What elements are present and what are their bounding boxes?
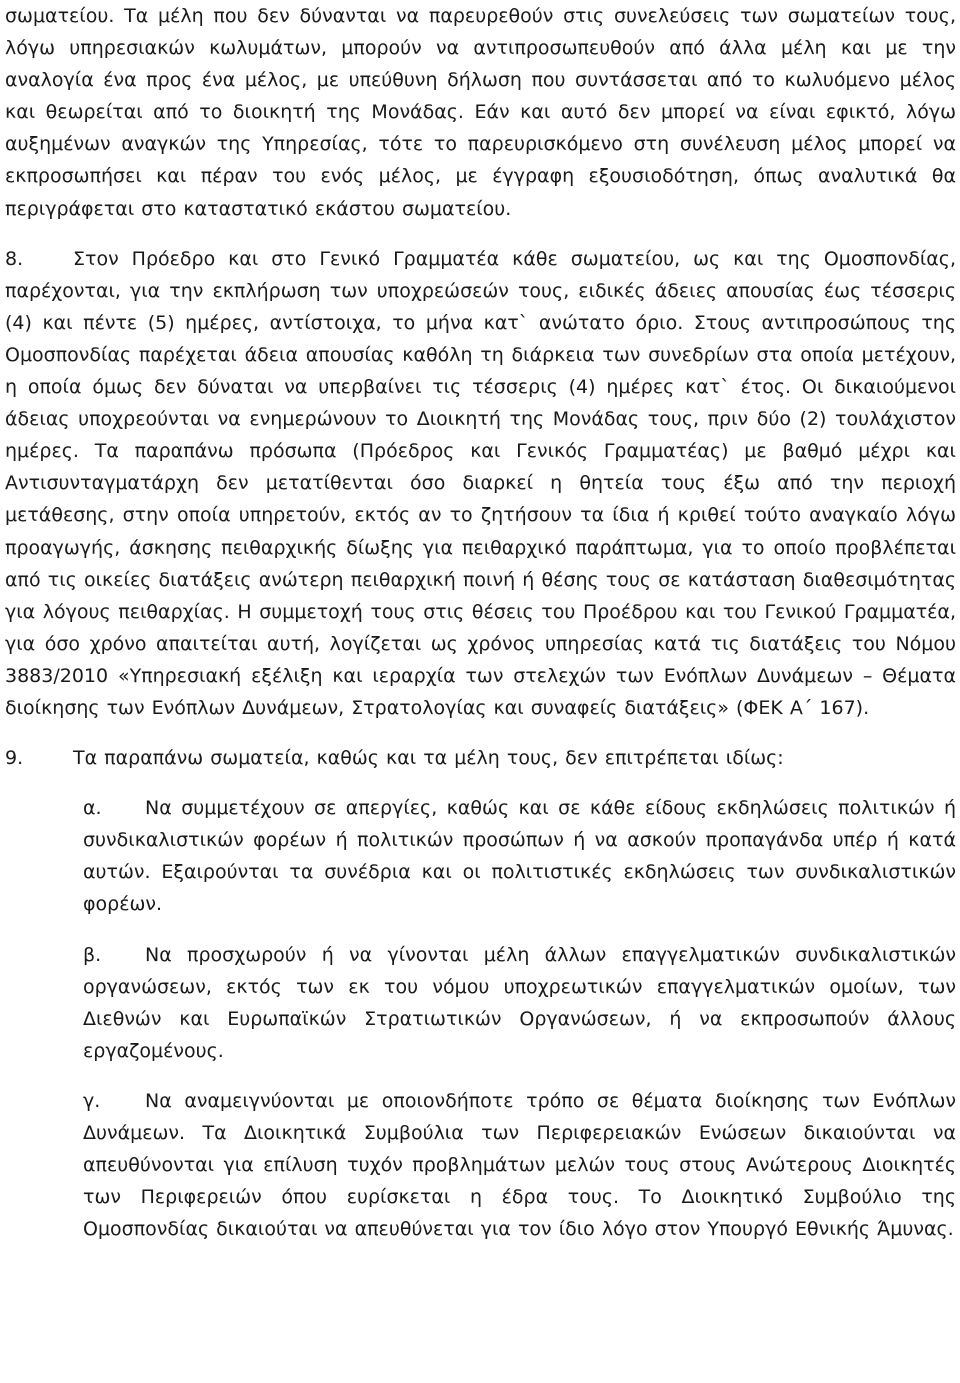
paragraph-9: [5, 742, 956, 774]
paragraph-intro: σωματείου. Τα μέλη που δεν δύνανται να παρευρεθούν στις συνελεύσεις των σωματείων τους, λόγω υπηρεσιακών κωλυμάτων, μπορούν να αντιπροσωπευθούν από άλλα μέλη και με την αναλογία ένα προς ένα μέλος, με υπεύθυνη δήλωση που συντάσσεται από το κωλυόμενο μέλος και θεωρείται από το διοικητή της Μονάδας. Εάν και αυτό δεν μπορεί να είναι εφικτό, λόγω αυξημένων αναγκών της Υπηρεσίας, τότε το παρευρισκόμενο στη συνέλευση μέλος μπορεί να εκπροσωπήσει και πέραν του ενός μέλος, με έγγραφη εξουσιοδότηση, όπως αναλυτικά θα περιγράφεται στο καταστατικό εκάστου σωματείου.: [5, 5, 956, 220]
paragraph-8: [5, 243, 956, 724]
subparagraph-b-text: Να προσχωρούν ή να γίνονται μέλη άλλων επαγγελματικών συνδικαλιστικών οργανώσεων, εκτός των εκ του νόμου υποχρεωτικών επαγγελματικών ομοίων, των Διεθνών και Ευρωπαϊκών Στρατιωτικών Οργανώσεων, ή να εκπροσωπούν άλλους εργαζομένους.: [83, 943, 956, 1062]
paragraph-9-number: 9.: [5, 747, 24, 770]
subparagraph-c-text: Να αναμειγνύονται με οποιονδήποτε τρόπο σε θέματα διοίκησης των Ενόπλων Δυνάμεων. Τα Διοικητικά Συμβούλια των Περιφερειακών Ενώσεων δικαιούνται να απευθύνονται για επίλυση τυχόν προβλημάτων μελών τους στους Ανώτερους Διοικητές των Περιφερειών όπου ευρίσκεται η έδρα τους. Το Διοικητικό Συμβούλιο της Ομοσπονδίας δικαιούται να απευθύνεται για τον ίδιο λόγο στον Υπουργό Εθνικής Άμυνας.: [83, 1089, 956, 1241]
subparagraph-b-label: β.: [83, 943, 102, 966]
subparagraph-a: [5, 792, 956, 920]
paragraph-8-number: 8.: [5, 247, 24, 270]
spacer: [5, 921, 956, 939]
subparagraph-a-label: α.: [83, 797, 102, 820]
subparagraph-c: [5, 1085, 956, 1245]
subparagraph-a-text: Να συμμετέχουν σε απεργίες, καθώς και σε κάθε είδους εκδηλώσεις πολιτικών ή συνδικαλιστικών φορέων ή πολιτικών προσώπων ή να ασκούν προπαγάνδα υπέρ ή κατά αυτών. Εξαιρούνται τα συνέδρια και οι πολιτιστικές εκδηλώσεις των συνδικαλιστικών φορέων.: [83, 797, 956, 916]
subparagraph-c-label: γ.: [83, 1089, 101, 1112]
subparagraph-b: [5, 939, 956, 1067]
spacer: [5, 724, 956, 742]
document-page: [5, 0, 956, 1245]
paragraph-8-text: Στον Πρόεδρο και στο Γενικό Γραμματέα κάθε σωματείου, ως και της Ομοσπονδίας, παρέχονται, για την εκπλήρωση των υποχρεώσεών τους, ειδικές άδειες απουσίας έως τέσσερις (4) και πέντε (5) ημέρες, αντίστοιχα, το μήνα κατ` ανώτατο όριο. Στους αντιπροσώπους της Ομοσπονδίας παρέχεται άδεια απουσίας καθόλη τη διάρκεια των συνεδρίων στα οποία μετέχουν, η οποία όμως δεν δύναται να υπερβαίνει τις τέσσερις (4) ημέρες κατ` έτος. Οι δικαιούμενοι άδειας υποχρεούνται να ενημερώνουν το Διοικητή της Μονάδας τους, πριν δύο (2) τουλάχιστον ημέρες. Τα παραπάνω πρόσωπα (Πρόεδρος και Γενικός Γραμματέας) με βαθμό μέχρι και Αντισυνταγματάρχη δεν μετατίθενται όσο διαρκεί η θητεία τους έξω από την περιοχή μετάθεσης, στην οποία υπηρετούν, εκτός αν το ζητήσουν τα ίδια ή κριθεί τούτο αναγκαίο λόγω προαγωγής, άσκησης πειθαρχικής δίωξης για πειθαρχικό παράπτωμα, για το οποίο προβλέπεται από τις οικείες διατάξεις ανώτερη πειθαρχική ποινή ή θέσης τους σε κατάσταση διαθεσιμότητας για λόγους πειθαρχίας. Η συμμετοχή τους στις θέσεις του Προέδρου και του Γενικού Γραμματέα, για όσο χρόνο απαιτείται αυτή, λογίζεται ως χρόνος υπηρεσίας κατά τις διατάξεις του Νόμου 3883/2010 «Υπηρεσιακή εξέλιξη και ιεραρχία των στελεχών των Ενόπλων Δυνάμεων – Θέματα διοίκησης των Ενόπλων Δυνάμεων, Στρατολογίας και συναφείς διατάξεις» (ΦΕΚ Α΄ 167).: [5, 247, 956, 719]
spacer: [5, 1067, 956, 1085]
spacer: [5, 225, 956, 243]
paragraph-9-text: Τα παραπάνω σωματεία, καθώς και τα μέλη τους, δεν επιτρέπεται ιδίως:: [73, 747, 784, 770]
spacer: [5, 774, 956, 792]
